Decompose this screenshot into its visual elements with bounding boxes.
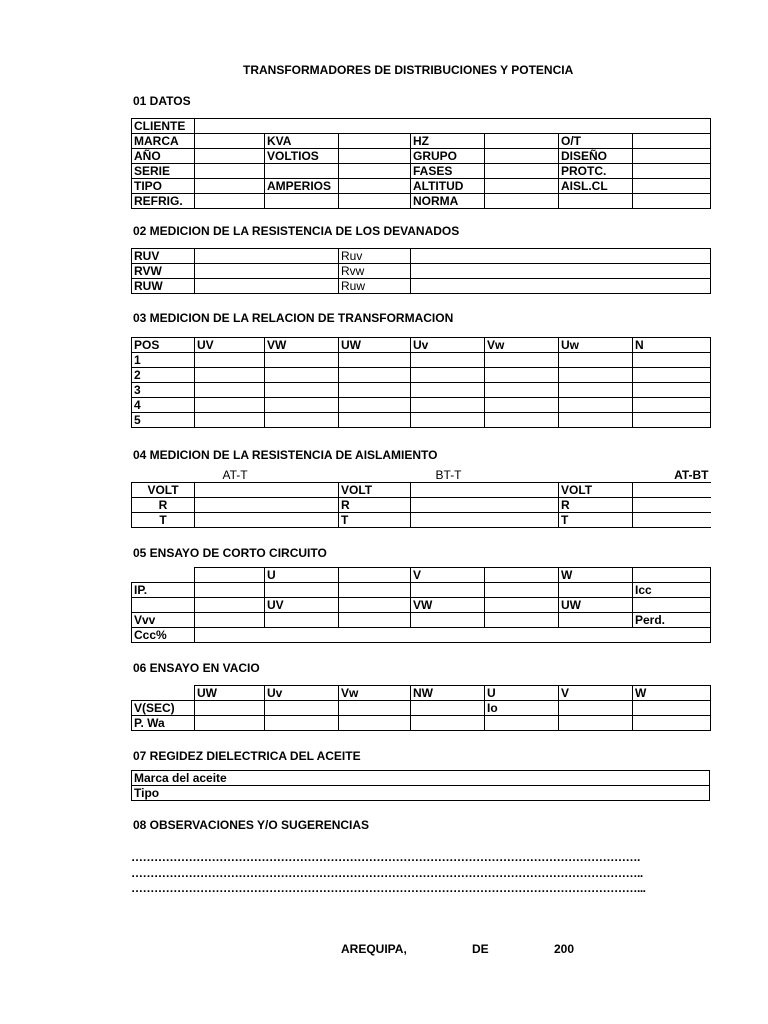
cell[interactable]: [265, 701, 339, 716]
cell[interactable]: [411, 353, 485, 368]
ruv-value[interactable]: [195, 249, 339, 264]
table-row: [132, 498, 711, 513]
table-row: [132, 701, 711, 716]
rvw-lower-value[interactable]: [411, 264, 711, 279]
t-label: T: [132, 513, 195, 528]
refrig-value[interactable]: [195, 194, 265, 209]
ruw-lower-value[interactable]: [411, 279, 711, 294]
col-vw: VW: [265, 338, 339, 353]
cell[interactable]: [195, 483, 339, 498]
col-w: W: [633, 686, 711, 701]
protc-label: PROTC.: [559, 164, 633, 179]
cell[interactable]: [339, 353, 411, 368]
col-uv-lower: Uv: [411, 338, 485, 353]
icc-label: Icc: [633, 583, 711, 598]
ruw-lower-label: Ruw: [339, 279, 411, 294]
aislcl-label: AISL.CL: [559, 179, 633, 194]
table-row: [132, 628, 711, 643]
col-uw-lower: Uw: [559, 338, 633, 353]
fases-value[interactable]: [485, 164, 559, 179]
cell[interactable]: [633, 701, 711, 716]
amperios-value[interactable]: [339, 179, 411, 194]
section-08-heading: 08 OBSERVACIONES Y/O SUGERENCIAS: [133, 818, 370, 832]
cell[interactable]: [633, 598, 711, 613]
table-row: [132, 264, 711, 279]
table-row: [132, 164, 711, 179]
volt-label: VOLT: [559, 483, 633, 498]
cell[interactable]: [265, 613, 339, 628]
ccc-label: Ccc%: [132, 628, 195, 643]
cell[interactable]: [559, 583, 633, 598]
cell[interactable]: [265, 398, 339, 413]
ccc-value[interactable]: [195, 628, 711, 643]
col-uw: UW: [339, 338, 411, 353]
observaciones-line[interactable]: …………………………………………………………………………………………………………………….: [131, 850, 640, 864]
col-pos: POS: [132, 338, 195, 353]
cell[interactable]: [411, 483, 559, 498]
perd-label: Perd.: [633, 613, 711, 628]
ruw-value[interactable]: [195, 279, 339, 294]
voltios-label: VOLTIOS: [265, 149, 339, 164]
volt-label: VOLT: [132, 483, 195, 498]
col-u: U: [485, 686, 559, 701]
vw-label: VW: [411, 598, 485, 613]
col-v: V: [559, 686, 633, 701]
u-label: U: [265, 568, 339, 583]
cell[interactable]: [559, 701, 633, 716]
rvw-value[interactable]: [195, 264, 339, 279]
footer-de: DE: [472, 942, 489, 956]
cell[interactable]: [195, 498, 339, 513]
table-row: [132, 771, 710, 786]
cell[interactable]: [195, 353, 265, 368]
table-row: [132, 716, 711, 731]
cell[interactable]: [195, 513, 339, 528]
volt-label: VOLT: [339, 483, 411, 498]
tipo-label: TIPO: [132, 179, 195, 194]
cell[interactable]: [411, 716, 485, 731]
cliente-label: CLIENTE: [132, 119, 195, 134]
cell[interactable]: [633, 413, 711, 428]
group-at-bt: AT-BT: [559, 468, 711, 483]
table-row: [132, 134, 711, 149]
cell[interactable]: [411, 613, 485, 628]
observaciones-line[interactable]: ……………………………………………………………………………………………………………………...: [131, 881, 646, 895]
ot-value[interactable]: [633, 134, 711, 149]
rigidez-dielectrica-table: [131, 770, 710, 801]
cell[interactable]: [195, 383, 265, 398]
cell[interactable]: [339, 398, 411, 413]
table-row: [132, 194, 711, 209]
cell[interactable]: [195, 568, 265, 583]
altitud-value[interactable]: [485, 179, 559, 194]
cell[interactable]: [195, 598, 265, 613]
section-07-heading: 07 REGIDEZ DIELECTRICA DEL ACEITE: [133, 749, 361, 763]
fases-label: FASES: [411, 164, 485, 179]
empty-label: [265, 194, 339, 209]
ruw-label: RUW: [132, 279, 195, 294]
table-row: [132, 353, 711, 368]
cell[interactable]: [195, 368, 265, 383]
empty-value[interactable]: [339, 194, 411, 209]
cell[interactable]: [485, 598, 559, 613]
hz-value[interactable]: [485, 134, 559, 149]
table-row: [132, 786, 710, 801]
section-05-heading: 05 ENSAYO DE CORTO CIRCUITO: [133, 546, 327, 560]
corto-circuito-table: [131, 567, 711, 643]
table-row: [132, 613, 711, 628]
ano-label: AÑO: [132, 149, 195, 164]
uv-label: UV: [265, 598, 339, 613]
table-row: [132, 249, 711, 264]
diseno-label: DISEÑO: [559, 149, 633, 164]
ip-label: IP.: [132, 583, 195, 598]
datos-table: [131, 118, 711, 209]
table-row: [132, 119, 711, 134]
table-row: [132, 483, 711, 498]
col-uw: UW: [195, 686, 265, 701]
w-label: W: [559, 568, 633, 583]
serie-value[interactable]: [195, 164, 265, 179]
table-row: [132, 383, 711, 398]
ensayo-vacio-table: [131, 685, 711, 731]
table-row: [132, 338, 711, 353]
empty-label: [559, 194, 633, 209]
cell[interactable]: [195, 701, 265, 716]
cell[interactable]: [339, 413, 411, 428]
cell[interactable]: [195, 613, 265, 628]
serie-label: SERIE: [132, 164, 195, 179]
cell[interactable]: [633, 498, 711, 513]
table-row: [132, 686, 711, 701]
page-title: TRANSFORMADORES DE DISTRIBUCIONES Y POTENCIA: [243, 63, 574, 77]
cell[interactable]: [559, 413, 633, 428]
cell[interactable]: [485, 583, 559, 598]
norma-value[interactable]: [485, 194, 559, 209]
observaciones-line[interactable]: ……………………………………………………………………………………………………………………..: [131, 866, 643, 880]
table-row: [132, 468, 711, 483]
altitud-label: ALTITUD: [411, 179, 485, 194]
cell[interactable]: [265, 368, 339, 383]
diseno-value[interactable]: [633, 149, 711, 164]
section-02-heading: 02 MEDICION DE LA RESISTENCIA DE LOS DEVANADOS: [133, 224, 460, 238]
cell[interactable]: [633, 568, 711, 583]
blank-cell: [132, 686, 195, 701]
section-01-heading: 01 DATOS: [133, 94, 191, 108]
tipo-aceite-field[interactable]: Tipo: [132, 786, 710, 801]
cell[interactable]: [339, 701, 411, 716]
cell[interactable]: [633, 398, 711, 413]
r-label: R: [559, 498, 633, 513]
pwa-label: P. Wa: [132, 716, 195, 731]
ruv-lower-label: Ruv: [339, 249, 411, 264]
cell[interactable]: [411, 701, 485, 716]
norma-label: NORMA: [411, 194, 485, 209]
ruv-lower-value[interactable]: [411, 249, 711, 264]
footer-city: AREQUIPA,: [341, 942, 407, 956]
ot-label: O/T: [559, 134, 633, 149]
aislcl-value[interactable]: [633, 179, 711, 194]
cell[interactable]: [339, 598, 411, 613]
col-n: N: [633, 338, 711, 353]
cell[interactable]: [411, 368, 485, 383]
table-row: [132, 513, 711, 528]
vsec-label: V(SEC): [132, 701, 195, 716]
table-row: [132, 598, 711, 613]
col-vw-lower: Vw: [485, 338, 559, 353]
col-vw-lower: Vw: [339, 686, 411, 701]
cell[interactable]: [485, 368, 559, 383]
col-uv-lower: Uv: [265, 686, 339, 701]
vvv-label: Vvv: [132, 613, 195, 628]
empty-label: [265, 164, 339, 179]
cell[interactable]: [411, 383, 485, 398]
section-03-heading: 03 MEDICION DE LA RELACION DE TRANSFORMACION: [133, 311, 454, 325]
table-row: [132, 149, 711, 164]
cell[interactable]: [339, 716, 411, 731]
cell[interactable]: [633, 716, 711, 731]
cell[interactable]: [339, 583, 411, 598]
pos-label: 5: [132, 413, 195, 428]
pos-label: 2: [132, 368, 195, 383]
cliente-value[interactable]: [195, 119, 711, 134]
cell[interactable]: [265, 716, 339, 731]
grupo-value[interactable]: [485, 149, 559, 164]
resistencia-devanados-table: [131, 248, 711, 294]
refrig-label: REFRIG.: [132, 194, 195, 209]
section-06-heading: 06 ENSAYO EN VACIO: [133, 661, 260, 675]
cell[interactable]: [485, 413, 559, 428]
cell[interactable]: [485, 613, 559, 628]
voltios-value[interactable]: [339, 149, 411, 164]
cell[interactable]: [411, 513, 559, 528]
cell[interactable]: [339, 613, 411, 628]
cell[interactable]: [265, 413, 339, 428]
marca-value[interactable]: [195, 134, 265, 149]
v-label: V: [411, 568, 485, 583]
cell[interactable]: [485, 383, 559, 398]
cell[interactable]: [411, 583, 485, 598]
pos-label: 1: [132, 353, 195, 368]
table-row: [132, 398, 711, 413]
cell[interactable]: [485, 568, 559, 583]
pos-label: 4: [132, 398, 195, 413]
cell[interactable]: [411, 413, 485, 428]
cell[interactable]: [265, 353, 339, 368]
r-label: R: [132, 498, 195, 513]
group-at-t: AT-T: [132, 468, 339, 483]
ruv-label: RUV: [132, 249, 195, 264]
table-row: [132, 413, 711, 428]
kva-value[interactable]: [339, 134, 411, 149]
protc-value[interactable]: [633, 164, 711, 179]
group-bt-t: BT-T: [339, 468, 559, 483]
cell[interactable]: [411, 498, 559, 513]
cell[interactable]: [559, 353, 633, 368]
r-label: R: [339, 498, 411, 513]
kva-label: KVA: [265, 134, 339, 149]
uw-label: UW: [559, 598, 633, 613]
marca-label: MARCA: [132, 134, 195, 149]
marca-aceite-field[interactable]: Marca del aceite: [132, 771, 710, 786]
grupo-label: GRUPO: [411, 149, 485, 164]
cell[interactable]: [559, 398, 633, 413]
cell[interactable]: [485, 353, 559, 368]
cell[interactable]: [195, 413, 265, 428]
col-uv: UV: [195, 338, 265, 353]
empty-value[interactable]: [633, 194, 711, 209]
cell[interactable]: [339, 368, 411, 383]
col-nw: NW: [411, 686, 485, 701]
table-row: [132, 179, 711, 194]
resistencia-aislamiento-table: [131, 468, 711, 528]
footer-year: 200: [554, 942, 575, 956]
rvw-lower-label: Rvw: [339, 264, 411, 279]
empty-value[interactable]: [339, 164, 411, 179]
cell[interactable]: [265, 383, 339, 398]
table-row: [132, 568, 711, 583]
ano-value[interactable]: [195, 149, 265, 164]
rvw-label: RVW: [132, 264, 195, 279]
hz-label: HZ: [411, 134, 485, 149]
table-row: [132, 583, 711, 598]
io-label: Io: [485, 701, 559, 716]
cell[interactable]: [265, 583, 339, 598]
relacion-transformacion-table: [131, 337, 711, 428]
cell[interactable]: [411, 398, 485, 413]
cell[interactable]: [633, 383, 711, 398]
tipo-value[interactable]: [195, 179, 265, 194]
cell[interactable]: [339, 383, 411, 398]
cell[interactable]: [633, 483, 711, 498]
cell[interactable]: [339, 568, 411, 583]
cell[interactable]: [559, 613, 633, 628]
section-04-heading: 04 MEDICION DE LA RESISTENCIA DE AISLAMIENTO: [133, 448, 438, 462]
cell[interactable]: [559, 716, 633, 731]
blank-cell: [132, 568, 195, 583]
amperios-label: AMPERIOS: [265, 179, 339, 194]
cell[interactable]: [195, 716, 265, 731]
cell[interactable]: [633, 513, 711, 528]
cell[interactable]: [633, 353, 711, 368]
cell[interactable]: [559, 368, 633, 383]
cell[interactable]: [559, 383, 633, 398]
cell[interactable]: [485, 716, 559, 731]
t-label: T: [339, 513, 411, 528]
cell[interactable]: [195, 398, 265, 413]
table-row: [132, 368, 711, 383]
cell[interactable]: [633, 368, 711, 383]
table-row: [132, 279, 711, 294]
cell[interactable]: [485, 398, 559, 413]
cell[interactable]: [195, 583, 265, 598]
blank-cell: [132, 598, 195, 613]
t-label: T: [559, 513, 633, 528]
pos-label: 3: [132, 383, 195, 398]
